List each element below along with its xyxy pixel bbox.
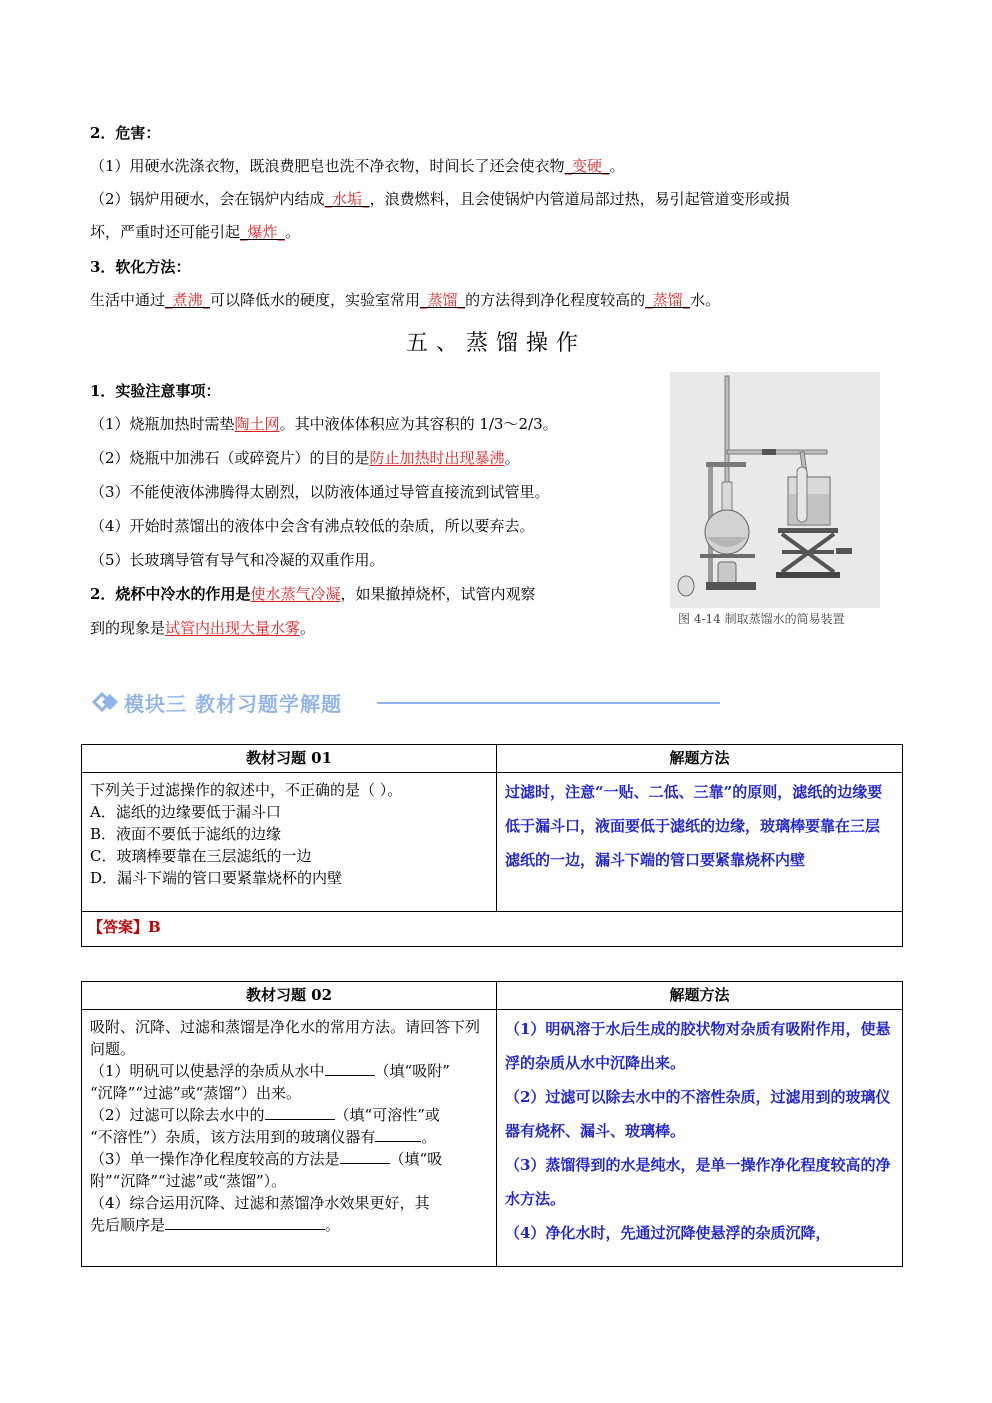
exercise-01-solution: 过滤时，注意“一贴、二低、三靠”的原则，滤纸的边缘要低于漏斗口，液面要低于滤纸的边缘，玻璃棒要靠在三层滤纸的一边，漏斗下端的管口要紧靠烧杯内壁 bbox=[497, 773, 903, 912]
exercise-02-solution-2: （2）过滤可以除去水中的不溶性杂质，过滤用到的玻璃仪器有烧杯、漏斗、玻璃棒。 bbox=[505, 1088, 891, 1140]
notes-heading: 1．实验注意事项： bbox=[90, 382, 221, 400]
exercise-02-q3-blank[interactable] bbox=[340, 1148, 390, 1164]
hazard-item-2-continued bbox=[90, 222, 300, 242]
hazard-item-1-end: 。 bbox=[609, 157, 625, 175]
exercise-01-option-d: D．漏斗下端的管口要紧靠烧杯的内壁 bbox=[90, 869, 343, 887]
exercise-02-q2-text: （2）过滤可以除去水中的 bbox=[90, 1106, 265, 1124]
exercise-02-solution-4: （4）净化水时，先通过沉降使悬浮的杂质沉降， bbox=[505, 1224, 831, 1242]
hazard-item-2-rest: ，浪费燃料，且会使锅炉内管道局部过热，易引起管道变形或损 bbox=[369, 190, 790, 208]
exercise-02-q2 bbox=[90, 1104, 488, 1126]
question-2-answer-2: 试管内出现大量水雾 bbox=[165, 619, 301, 637]
question-2b-text: 到的现象是 bbox=[90, 619, 166, 637]
hazard-item-2b-end: 。 bbox=[285, 223, 301, 241]
note-1-rest: 。其中液体体积应为其容积的 1/3～2/3。 bbox=[279, 415, 558, 433]
distillation-apparatus-figure bbox=[670, 372, 880, 608]
question-2-answer-1: 使水蒸气冷凝 bbox=[250, 585, 341, 603]
exercise-01-question: 下列关于过滤操作的叙述中，不正确的是（ ）。 bbox=[90, 781, 403, 799]
exercise-01-option-b: B．液面不要低于滤纸的边缘 bbox=[90, 825, 282, 843]
exercise-02-q2-hint: （填“可溶性”或 bbox=[334, 1106, 440, 1124]
exercise-02-q2c-text: “不溶性”）杂质，该方法用到的玻璃仪器有 bbox=[90, 1128, 376, 1146]
note-2 bbox=[90, 448, 520, 468]
exercise-02-q1 bbox=[90, 1060, 488, 1082]
exercise-01-method-header: 解题方法 bbox=[497, 745, 903, 773]
question-2-mid: ，如果撤掉烧杯，试管内观察 bbox=[340, 585, 536, 603]
exercise-02-q2-blank-2[interactable] bbox=[375, 1126, 421, 1142]
exercise-02-question-cell bbox=[82, 1010, 497, 1267]
soften-mid-1: 可以降低水的硬度，实验室常用 bbox=[210, 291, 421, 309]
hazard-item-2 bbox=[90, 189, 790, 209]
hazard-item-1-answer: _变硬_ bbox=[564, 157, 610, 175]
exercise-01-option-a: A．滤纸的边缘要低于漏斗口 bbox=[90, 803, 281, 821]
note-1-text: （1）烧瓶加热时需垫 bbox=[90, 415, 235, 433]
question-2b-end: 。 bbox=[300, 619, 316, 637]
note-2-text: （2）烧瓶中加沸石（或碎瓷片）的目的是 bbox=[90, 449, 370, 467]
exercise-02-solution-3: （3）蒸馏得到的水是纯水，是单一操作净化程度较高的净水方法。 bbox=[505, 1156, 891, 1208]
hazard-item-2-text: （2）锅炉用硬水，会在锅炉内结成 bbox=[90, 190, 325, 208]
module-divider bbox=[377, 702, 720, 704]
hazard-item-2b-text: 坏，严重时还可能引起 bbox=[90, 223, 241, 241]
exercise-02-solution-cell bbox=[497, 1010, 903, 1267]
soften-mid-2: 的方法得到净化程度较高的 bbox=[465, 291, 646, 309]
exercise-02-q3-hint: （填“吸 bbox=[389, 1150, 443, 1168]
exercise-02-q4-text: 先后顺序是 bbox=[90, 1216, 166, 1234]
soften-heading: 3．软化方法： bbox=[90, 258, 191, 276]
hazard-heading: 2．危害： bbox=[90, 124, 161, 142]
exercise-02-header: 教材习题 02 bbox=[82, 982, 497, 1010]
question-2-text: 2．烧杯中冷水的作用是 bbox=[90, 585, 251, 603]
note-1-answer: 陶土网 bbox=[234, 415, 280, 433]
exercise-01-question-cell bbox=[82, 773, 497, 912]
note-3: （3）不能使液体沸腾得太剧烈，以防液体通过导管直接流到试管里。 bbox=[90, 483, 550, 501]
soften-answer-3: _蒸馏_ bbox=[645, 291, 691, 309]
hazard-item-1 bbox=[90, 156, 625, 176]
exercise-02-q3-text: （3）单一操作净化程度较高的方法是 bbox=[90, 1150, 340, 1168]
exercise-01-answer: 【答案】B bbox=[82, 912, 903, 947]
hazard-item-1-text: （1）用硬水洗涤衣物，既浪费肥皂也洗不净衣物，时间长了还会使衣物 bbox=[90, 157, 565, 175]
soften-pre: 生活中通过 bbox=[90, 291, 166, 309]
exercise-02-method-header: 解题方法 bbox=[497, 982, 903, 1010]
soften-answer-2: _蒸馏_ bbox=[420, 291, 466, 309]
exercise-02-q2-blank-1[interactable] bbox=[265, 1104, 335, 1120]
figure-caption: 图 4-14 制取蒸馏水的简易装置 bbox=[678, 612, 845, 626]
question-2-continued bbox=[90, 618, 315, 638]
exercise-02-q1-blank[interactable] bbox=[325, 1060, 375, 1076]
hazard-item-2b-answer: _爆炸_ bbox=[240, 223, 286, 241]
exercise-02-q1-continued: “沉降”“过滤”或“蒸馏”）出来。 bbox=[90, 1084, 302, 1102]
exercise-02-q3-continued: 附”“沉降”“过滤”或“蒸馏”）。 bbox=[90, 1172, 287, 1190]
exercise-02-q4: （4）综合运用沉降、过滤和蒸馏净水效果更好，其 bbox=[90, 1194, 430, 1212]
note-1 bbox=[90, 414, 558, 434]
note-5: （5）长玻璃导管有导气和冷凝的双重作用。 bbox=[90, 551, 385, 569]
exercise-02-solution-1: （1）明矾溶于水后生成的胶状物对杂质有吸附作用，使悬浮的杂质从水中沉降出来。 bbox=[505, 1020, 891, 1072]
exercise-02-q4-continued bbox=[90, 1214, 488, 1236]
exercise-02-q3 bbox=[90, 1148, 488, 1170]
exercise-01-header: 教材习题 01 bbox=[82, 745, 497, 773]
double-diamond-icon bbox=[92, 692, 120, 712]
note-4: （4）开始时蒸馏出的液体中会含有沸点较低的杂质，所以要弃去。 bbox=[90, 517, 535, 535]
exercise-02-q2-continued bbox=[90, 1126, 488, 1148]
note-2-answer: 防止加热时出现暴沸 bbox=[369, 449, 505, 467]
question-2 bbox=[90, 584, 535, 604]
hazard-item-2-answer: _水垢_ bbox=[324, 190, 370, 208]
module-header bbox=[92, 688, 342, 716]
exercise-02-q1-hint: （填“吸附” bbox=[374, 1062, 450, 1080]
exercise-01-table bbox=[81, 744, 903, 947]
exercise-01-option-c: C．玻璃棒要靠在三层滤纸的一边 bbox=[90, 847, 312, 865]
exercise-02-intro: 吸附、沉降、过滤和蒸馏是净化水的常用方法。请回答下列问题。 bbox=[90, 1018, 481, 1058]
exercise-02-q4-end: 。 bbox=[325, 1216, 341, 1234]
section-title: 五、蒸馏操作 bbox=[405, 331, 586, 356]
exercise-02-q2-end: 。 bbox=[421, 1128, 437, 1146]
module-title: 模块三 教材习题学解题 bbox=[124, 691, 342, 716]
soften-answer-1: _煮沸_ bbox=[165, 291, 211, 309]
note-2-end: 。 bbox=[504, 449, 520, 467]
exercise-02-q4-blank[interactable] bbox=[165, 1214, 325, 1230]
soften-post: 水。 bbox=[690, 291, 721, 309]
exercise-02-q1-text: （1）明矾可以使悬浮的杂质从水中 bbox=[90, 1062, 325, 1080]
soften-text bbox=[90, 290, 720, 310]
exercise-02-table bbox=[81, 981, 903, 1267]
